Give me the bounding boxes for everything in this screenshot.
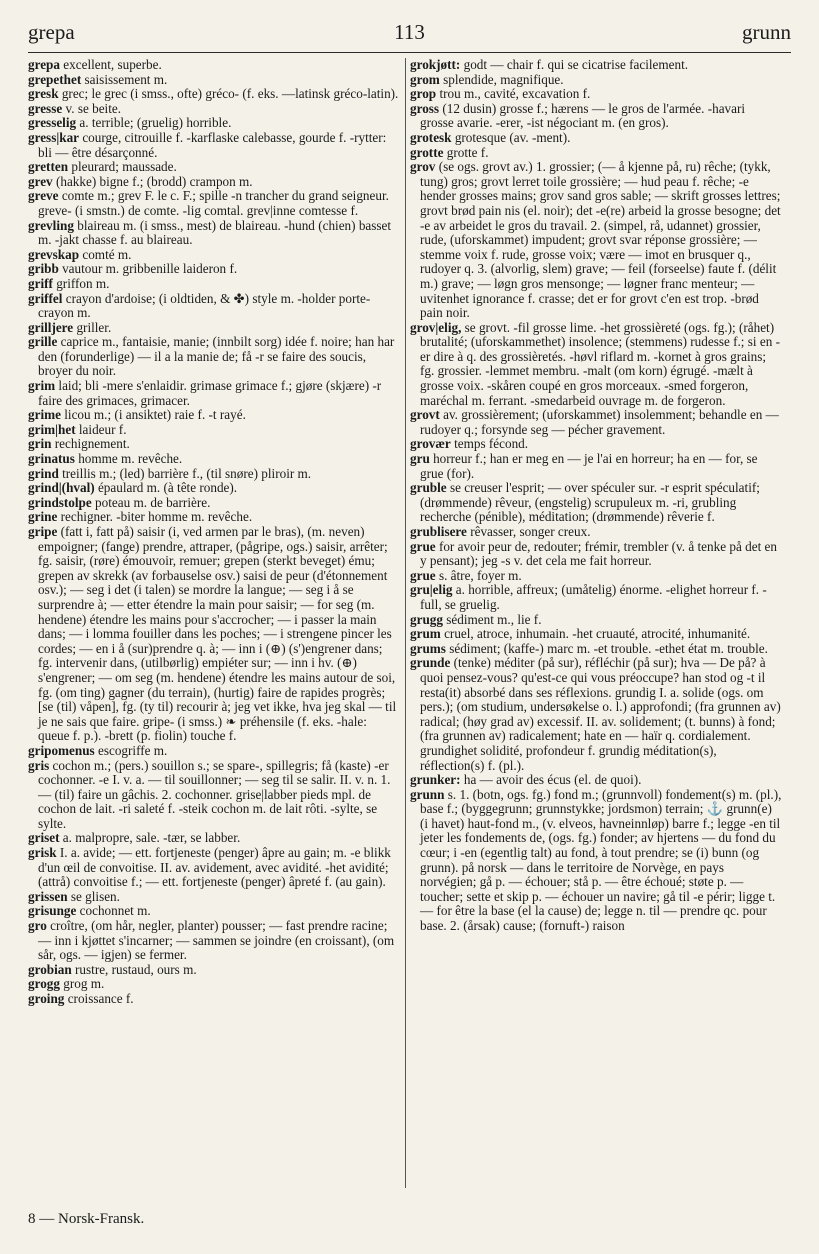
page-number: 113 xyxy=(394,20,425,44)
dictionary-entry xyxy=(410,773,782,788)
headword: gresselig xyxy=(28,115,77,131)
headword: grums xyxy=(410,640,446,656)
headword: grind xyxy=(28,465,59,481)
definition: a. malpropre, sale. -tær, se labber. xyxy=(62,830,241,846)
definition: (fatt i, fatt på) saisir (i, ved armen par le bras), (m. neven) empoigner; (fange) prendre, attraper, (pågripe, ogs.) saisir, arrêter; fg. saisir, (røre) émouvoir, remuer; grepen (sterkt beveget) ému; grepen av skrekk (av forbauselse osv.) saisi de peur (d'étonnement osv.); — seg i det (i talen) se mordre la langue; — seg i å se surprendre à; — etter étendre la main pour saisir; — for seg (m. hendene) étendre les mains pour s'accrocher; — i passer la main dans; — i lomma fouiller dans les poches; — i strengene pincer les cordes; — en i å (sur)prendre q. à; — inn i (⊕) (s')engrener dans; fg. intervenir dans, (utilbørlig) empiéter sur; — inn i hv. (⊕) s'engrener; — om seg (m. hendene) étendre les mains autour de soi, fg. (om ting) gagner (du terrain), (hurtig) faire de rapides progrès; [se (til) våpen], fg. (ty til) recourir à; jeg vet ikke, hva jeg skal — til je ne sais que faire. gripe- (i smss.) ❧ préhensile (f. eks. -hale: queue f. p.). -brett (p. fiolin) touche f. xyxy=(38,524,397,744)
definition: (12 dusin) grosse f.; hærens — le gros de l'armée. -havari grosse avarie. -erer, -ist négociant m. (en gros). xyxy=(420,100,746,131)
headword: grim xyxy=(28,378,56,394)
definition: av. grossièrement; (uforskammet) insolemment; behandle en — rudoyer q.; forsynde seg — pécher gravement. xyxy=(420,407,779,437)
headword: grom xyxy=(410,71,440,87)
definition: temps fécond. xyxy=(454,436,529,452)
headword: grotesk xyxy=(410,129,452,145)
dictionary-entry xyxy=(410,525,782,540)
dictionary-entry xyxy=(410,73,782,88)
definition: blaireau m. (i smss., mest) de blaireau. -hund (chien) basset m. -jakt chasse f. au blaireau. xyxy=(38,217,392,248)
dictionary-entry xyxy=(410,321,782,409)
definition: escogriffe m. xyxy=(97,742,168,758)
headword: grine xyxy=(28,509,58,525)
headword: grobian xyxy=(28,961,72,977)
dictionary-entry xyxy=(28,335,400,379)
definition: sédiment; (kaffe-) marc m. -et trouble. -ethet état m. trouble. xyxy=(449,640,768,656)
dictionary-entry xyxy=(28,525,400,744)
headword: gresse xyxy=(28,100,63,116)
dictionary-entry xyxy=(28,321,400,336)
dictionary-entry xyxy=(28,175,400,190)
definition: pleurard; maussade. xyxy=(71,159,177,175)
definition: licou m.; (i ansiktet) raie f. -t rayé. xyxy=(64,407,246,423)
dictionary-entry xyxy=(28,890,400,905)
definition: grotte f. xyxy=(446,144,489,160)
definition: griffon m. xyxy=(56,275,110,291)
definition: a. terrible; (gruelig) horrible. xyxy=(79,115,232,131)
headword: grov xyxy=(410,159,436,175)
right-column xyxy=(410,58,782,1188)
headword: gripomenus xyxy=(28,742,95,758)
headword: grepethet xyxy=(28,71,82,87)
definition: comte m.; grev F. le c. F.; spille -n trancher du grand seigneur. greve- (i smstn.) de comte. -lig comtal. grev|inne comtesse f. xyxy=(38,188,389,218)
dictionary-entry xyxy=(28,977,400,992)
definition: caprice m., fantaisie, manie; (innbilt sorg) idée f. noire; han har den (forunderlige) — il a la manie de; få -r se faire des soucis, broyer du noir. xyxy=(38,334,395,379)
dictionary-entry xyxy=(410,583,782,612)
dictionary-entry xyxy=(28,759,400,832)
headword: grop xyxy=(410,86,437,102)
definition: se creuser l'esprit; — over spéculer sur. -r esprit spéculatif; (drømmende) rêveur, (engstelig) scrupuleux m. -ri, grubling recherche (pénible), méditation; (drømmende) rêverie f. xyxy=(420,480,760,525)
printer-signature: 8 — Norsk-Fransk. xyxy=(28,1211,145,1227)
dictionary-entry xyxy=(410,569,782,584)
headword: griffel xyxy=(28,290,63,306)
dictionary-entry xyxy=(28,744,400,759)
dictionary-entry xyxy=(28,58,400,73)
dictionary-entry xyxy=(28,87,400,102)
headword: grublisere xyxy=(410,524,467,539)
headword: grevling xyxy=(28,217,74,233)
dictionary-entry xyxy=(28,131,400,160)
headword: grindstolpe xyxy=(28,494,92,510)
headword: grisk xyxy=(28,845,57,861)
definition: cochon m.; (pers.) souillon s.; se spare-, spillegris; få (kaste) -er cochonner. -e I. v. a. — til souillonner; — seg til se salir. II. v. n. 1. — (til) faire un gâchis. 2. cochonner. grise|labber pieds mpl. de cochon de lait. -ri saleté f. -steik cochon m. de lait rôti. -sylte, se sylte. xyxy=(38,757,391,831)
dictionary-entry xyxy=(28,831,400,846)
column-divider xyxy=(405,58,406,1188)
definition: splendide, magnifique. xyxy=(443,71,564,87)
headword: grevskap xyxy=(28,246,80,262)
definition: s. 1. (botn, ogs. fg.) fond m.; (grunnvoll) fondement(s) m. (pl.), base f.; (byggegrunn; grunnstykke; jordsmon) terrain; ⚓ grunn(e) (i havet) haut-fond m., (v. elveos, havneinnløp) barre f.; legge -en til jeter les fondements de, (ogs. fg.) fonder; av hjertens — du fond du cœur; i -en (egentlig talt) au fond, à tout prendre; se (i) bunn (og grunn). på norsk — dans le territoire de Norvège, en pays norvégien; gå p. — échouer; stå p. — être échoué; støte p. — toucher; sette et skip p. — échouer un navire; gå til -e périr; ligge t. — for être la base (el la cause) de; legge n. til — prendre qc. pour base. 2. (årsak) cause; (fornuft-) raison xyxy=(420,786,782,934)
headword: grepa xyxy=(28,58,60,72)
definition: comté m. xyxy=(82,246,132,262)
definition: épaulard m. (à tête ronde). xyxy=(97,480,238,496)
headword: grokjøtt: xyxy=(410,58,461,72)
headword: gripe xyxy=(28,524,58,539)
dictionary-entry xyxy=(410,627,782,642)
headword: grue xyxy=(410,538,436,554)
headword: gross xyxy=(410,100,440,116)
dictionary-entry xyxy=(28,160,400,175)
dictionary-entry xyxy=(28,510,400,525)
dictionary-entry xyxy=(28,467,400,482)
dictionary-entry xyxy=(410,437,782,452)
dictionary-entry xyxy=(410,408,782,437)
headword: greve xyxy=(28,188,59,204)
headword: griff xyxy=(28,275,53,291)
definition: s. âtre, foyer m. xyxy=(438,567,522,583)
definition: a. horrible, affreux; (umåtelig) énorme. -elighet horreur f. -full, se gruelig. xyxy=(420,582,767,612)
headword: grue xyxy=(410,567,436,583)
headword: grotte xyxy=(410,144,444,160)
dictionary-entry xyxy=(410,788,782,934)
definition: excellent, superbe. xyxy=(63,58,162,72)
definition: ha — avoir des écus (el. de quoi). xyxy=(463,772,642,788)
definition: (se ogs. grovt av.) 1. grossier; (— å kjenne på, ru) rêche; (tykk, tung) gros; grovt lerret toile grossière; — hud peau f. rêche; -e hender grosses mains; grov sand gros sable; — skrift grosses lettres; grovt brød pain nis (el. noir); det -e(re) arbeid la grosse besogne; det -e av arbeidet le gros du travail. 2. (simpel, rå, udannet) grossier, rude, (uforskammet) impudent; grovt svar réponse grossière; — stemme voix f. rude, grosse voix; være — imot en brusquer q., rudoyer q. 3. (alvorlig, slem) grave; — feil (forseelse) faute f. (délit m.) grave; — løgn gros mensonge; — løgner franc menteur; — uvitenhet ignorance f. crasse; det er for grovt c'en est trop. -brød pain noir. xyxy=(420,159,781,321)
headword: grissen xyxy=(28,888,68,904)
dictionary-entry xyxy=(410,160,782,321)
dictionary-entry xyxy=(28,262,400,277)
headword: grim|het xyxy=(28,421,76,437)
headword: gro xyxy=(28,918,47,934)
left-guide-word: grepa xyxy=(28,20,75,44)
headword: gru|elig xyxy=(410,582,453,598)
headword: grunde xyxy=(410,655,451,671)
definition: homme m. revêche. xyxy=(78,451,183,467)
headword: grin xyxy=(28,436,52,452)
definition: (tenke) méditer (på sur), réfléchir (på sur); hva — De på? à quoi pensez-vous? qu'est-ce qui vous préoccupe? han stod og -t il resta(it) absorbé dans ses réflexions. grundig I. a. solide (ogs. om pers.); (om studium, undersøkelse o. l.) approfondi; (fra grunnen av) radical; (høy grad av) excessif. II. av. solidement; (t. bunns) à fond; (fra grunnen av) radicalement; hate en — haïr q. cordialement. grundighet solidité, profondeur f. grundig méditation(s), réflection(s) f. (pl.). xyxy=(420,655,781,773)
headword: groing xyxy=(28,991,65,1006)
definition: grog m. xyxy=(63,976,105,992)
running-head xyxy=(28,18,791,53)
definition: grotesque (av. -ment). xyxy=(454,129,571,145)
headword: gretten xyxy=(28,159,69,175)
headword: gribb xyxy=(28,261,59,277)
dictionary-entry xyxy=(28,496,400,511)
definition: laideur f. xyxy=(78,421,127,437)
definition: sédiment m., lie f. xyxy=(446,611,542,627)
dictionary-entry xyxy=(28,846,400,890)
definition: rêvasser, songer creux. xyxy=(470,524,591,539)
headword: grev xyxy=(28,173,53,189)
dictionary-entry xyxy=(28,904,400,919)
definition: rechignement. xyxy=(54,436,130,452)
definition: cochonnet m. xyxy=(79,903,151,919)
dictionary-entry xyxy=(28,452,400,467)
definition: crayon d'ardoise; (i oldtiden, & ✤) style m. -holder porte-crayon m. xyxy=(38,290,371,321)
dictionary-entry xyxy=(410,656,782,773)
dictionary-entry xyxy=(410,146,782,161)
definition: croissance f. xyxy=(67,991,134,1006)
dictionary-entry xyxy=(28,992,400,1007)
headword: grov|elig, xyxy=(410,319,462,335)
headword: grogg xyxy=(28,976,60,992)
headword: griset xyxy=(28,830,60,846)
dictionary-entry xyxy=(28,379,400,408)
headword: gris xyxy=(28,757,50,773)
dictionary-entry xyxy=(410,87,782,102)
dictionary-entry xyxy=(410,540,782,569)
definition: grec; le grec (i smss., ofte) gréco- (f. eks. —latinsk gréco-latin). xyxy=(61,86,399,102)
headword: gru xyxy=(410,451,430,467)
headword: grovær xyxy=(410,436,451,452)
definition: rustre, rustaud, ours m. xyxy=(75,961,197,977)
dictionary-entry xyxy=(28,277,400,292)
definition: (hakke) bigne f.; (brodd) crampon m. xyxy=(55,173,253,189)
headword: grunker: xyxy=(410,772,461,788)
dictionary-entry xyxy=(28,423,400,438)
definition: treillis m.; (led) barrière f., (til snøre) pliroir m. xyxy=(62,465,312,481)
dictionary-entry xyxy=(28,102,400,117)
dictionary-entry xyxy=(28,481,400,496)
dictionary-entry xyxy=(28,248,400,263)
definition: saisissement m. xyxy=(84,71,168,87)
headword: grunn xyxy=(410,786,445,802)
headword: grilljere xyxy=(28,319,74,335)
definition: poteau m. de barrière. xyxy=(95,494,211,510)
headword: grime xyxy=(28,407,61,423)
headword: gress|kar xyxy=(28,129,80,145)
dictionary-entry xyxy=(410,58,782,73)
definition: se grovt. -fil grosse lime. -het grossièreté (ogs. fg.); (råhet) brutalité; (uforskammethet) insolence; (stemmens) rudesse f.; si en -er dire à q. des grossièretés. -høvl riflard m. -kornet à gros grains; fg. grossier. -lemmet membru. -malt (om korn) égrugé. -mælt à grosse voix. -skåren coupé en gros morceaux. -smed forgeron, maréchal m. ferrant. -smedarbeid ouvrage m. de forgeron. xyxy=(420,319,780,408)
dictionary-entry xyxy=(410,452,782,481)
left-column xyxy=(28,58,400,1188)
dictionary-entry xyxy=(28,919,400,963)
headword: grinatus xyxy=(28,451,75,467)
definition: vautour m. gribbenille laideron f. xyxy=(62,261,238,277)
headword: gresk xyxy=(28,86,59,102)
definition: v. se beite. xyxy=(65,100,122,116)
right-guide-word: grunn xyxy=(742,20,791,44)
headword: grum xyxy=(410,626,441,642)
dictionary-entry xyxy=(28,189,400,218)
definition: for avoir peur de, redouter; frémir, trembler (v. å tenke på det en y pensant); jeg -s v. det cela me fait horreur. xyxy=(420,538,777,569)
definition: rechigner. -biter homme m. revêche. xyxy=(60,509,253,525)
definition: griller. xyxy=(76,319,112,335)
dictionary-entry xyxy=(410,131,782,146)
definition: I. a. avide; — ett. fortjeneste (penger) âpre au gain; m. -e blikk d'un œil de convoitise. II. av. avidement, avec avidité. -het avidité; (attrå) convoitise f.; — ett. fortjeneste (penger) âpreté f. (au gain). xyxy=(38,845,391,890)
dictionary-entry xyxy=(28,116,400,131)
headword: grovt xyxy=(410,407,440,423)
headword: grind|(hval) xyxy=(28,480,95,496)
dictionary-entry xyxy=(410,102,782,131)
definition: laid; bli -mere s'enlaidir. grimase grimace f.; gjøre (skjære) -r faire des grimaces, grimacer. xyxy=(38,378,382,408)
headword: grisunge xyxy=(28,903,77,919)
dictionary-entry xyxy=(410,613,782,628)
dictionary-entry xyxy=(410,642,782,657)
dictionary-entry xyxy=(28,963,400,978)
definition: croître, (om hår, negler, planter) pousser; — fast prendre racine; — inn i kjøttet s'incarner; — sammen se joindre (en croissant), (om sår, ogs. — igjen) se fermer. xyxy=(38,918,395,963)
dictionary-entry xyxy=(28,219,400,248)
definition: horreur f.; han er meg en — je l'ai en horreur; ha en — for, se grue (for). xyxy=(420,451,758,481)
definition: godt — chair f. qui se cicatrise facilement. xyxy=(463,58,689,72)
headword: gruble xyxy=(410,480,447,496)
dictionary-entry xyxy=(28,73,400,88)
definition: cruel, atroce, inhumain. -het cruauté, atrocité, inhumanité. xyxy=(444,626,751,642)
headword: grille xyxy=(28,334,58,350)
headword: grugg xyxy=(410,611,443,627)
definition: courge, citrouille f. -karflaske calebasse, gourde f. -rytter: bli — être désarçonné. xyxy=(38,129,387,160)
dictionary-entry xyxy=(410,481,782,525)
definition: trou m., cavité, excavation f. xyxy=(439,86,591,102)
dictionary-entry xyxy=(28,437,400,452)
dictionary-entry xyxy=(28,408,400,423)
dictionary-entry xyxy=(28,292,400,321)
definition: se glisen. xyxy=(70,888,120,904)
entry-columns xyxy=(28,58,791,1188)
